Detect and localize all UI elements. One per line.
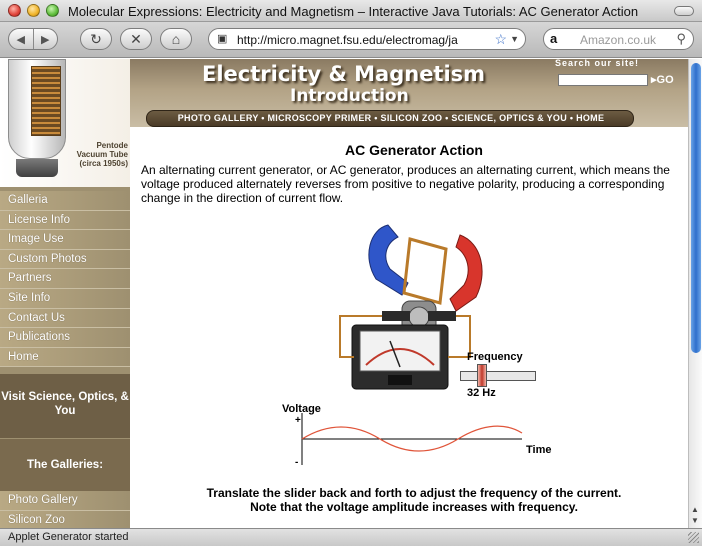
ac-generator-applet[interactable]	[270, 217, 570, 467]
sidebar-item-silicon-zoo[interactable]: Silicon Zoo	[0, 511, 130, 528]
galleries-heading: The Galleries:	[0, 439, 130, 491]
time-label: Time	[526, 444, 552, 456]
visit-science-optics-link[interactable]: Visit Science, Optics, & You	[0, 374, 130, 438]
window-titlebar	[0, 0, 702, 22]
bookmark-star-icon[interactable]: ☆	[494, 31, 507, 47]
instructions	[140, 486, 688, 514]
minimize-window-button[interactable]	[27, 4, 40, 17]
red-magnet	[450, 235, 482, 311]
banner-subtitle: Introduction	[290, 86, 409, 106]
tube-caption: Pentode Vacuum Tube (circa 1950s)	[76, 141, 128, 168]
forward-arrow-icon[interactable]: ▶	[41, 33, 50, 46]
site-search-go-button[interactable]: ▸GO	[651, 74, 674, 86]
sidebar-item-home[interactable]: Home	[0, 348, 130, 368]
tube-glass	[8, 59, 66, 159]
reload-icon: ↻	[90, 30, 102, 47]
sidebar-item-site-info[interactable]: Site Info	[0, 289, 130, 309]
voltmeter	[352, 325, 448, 389]
blue-magnet	[369, 225, 408, 295]
voltage-plus-label: +	[295, 415, 301, 426]
address-bar[interactable]	[208, 28, 526, 50]
sidebar-list	[0, 191, 130, 367]
frequency-slider-track[interactable]	[460, 371, 536, 381]
url-dropdown-icon[interactable]: ▼	[510, 34, 519, 44]
frequency-label: Frequency	[467, 351, 523, 363]
frequency-value: 32 Hz	[467, 387, 496, 399]
voltage-minus-label: -	[295, 457, 299, 468]
site-favicon-icon: ▣	[217, 33, 228, 45]
sidebar-item-galleria[interactable]: Galleria	[0, 191, 130, 211]
search-placeholder: Amazon.co.uk	[580, 33, 657, 47]
voltage-label: Voltage	[282, 403, 321, 415]
reload-button[interactable]	[80, 28, 112, 50]
frequency-slider-thumb[interactable]	[477, 364, 487, 387]
window-title: Molecular Expressions: Electricity and Magnetism – Interactive Java Tutorials: AC Generator Action	[68, 4, 639, 19]
scroll-down-arrow-icon[interactable]: ▼	[691, 516, 699, 525]
url-text[interactable]: http://micro.magnet.fsu.edu/electromag/ja	[237, 33, 458, 47]
status-text: Applet Generator started	[8, 531, 129, 543]
tube-base	[16, 159, 58, 177]
vacuum-tube-image	[0, 59, 130, 187]
sidebar-item-contact-us[interactable]: Contact Us	[0, 309, 130, 329]
scrollbar-thumb[interactable]	[691, 63, 701, 353]
sidebar-item-photo-gallery[interactable]: Photo Gallery	[0, 491, 130, 511]
stop-icon: ✕	[130, 30, 142, 47]
web-page	[0, 59, 688, 528]
zoom-window-button[interactable]	[46, 4, 59, 17]
site-menu-links[interactable]: PHOTO GALLERY • MICROSCOPY PRIMER • SILICON ZOO • SCIENCE, OPTICS & YOU • HOME	[177, 113, 605, 123]
scroll-up-arrow-icon[interactable]: ▲	[691, 505, 699, 514]
sidebar-item-license-info[interactable]: License Info	[0, 211, 130, 231]
site-search-label: Search our site!	[555, 59, 640, 68]
go-label: GO	[656, 74, 674, 86]
sidebar-nav	[0, 187, 130, 528]
home-icon: ⌂	[171, 31, 181, 47]
status-bar	[0, 528, 702, 546]
search-engine-icon[interactable]: a	[550, 31, 558, 46]
copper-coil	[404, 239, 446, 303]
vertical-scrollbar[interactable]	[688, 59, 702, 528]
sidebar-item-publications[interactable]: Publications	[0, 328, 130, 348]
close-window-button[interactable]	[8, 4, 21, 17]
search-field[interactable]	[543, 28, 694, 50]
back-arrow-icon[interactable]: ◀	[9, 29, 34, 49]
resize-grip-icon[interactable]	[688, 532, 699, 543]
gallery-list	[0, 491, 130, 528]
site-menu-bar	[146, 110, 634, 127]
instructions-line-1: Translate the slider back and forth to adjust the frequency of the current.	[206, 486, 622, 500]
back-forward-group	[8, 28, 58, 50]
browser-toolbar	[0, 22, 702, 58]
instructions-line-2: Note that the voltage amplitude increases with frequency.	[250, 500, 578, 514]
page-title: AC Generator Action	[345, 142, 483, 158]
tube-electrode	[31, 66, 61, 136]
site-search-input[interactable]	[558, 74, 648, 86]
home-button[interactable]	[160, 28, 192, 50]
intro-paragraph: An alternating current generator, or AC generator, produces an alternating current, which means the voltage produced alternately reverses from positive to negative polarity, producing a corresponding change in the direction of current flow.	[141, 163, 670, 205]
toolbar-toggle-button[interactable]	[674, 6, 694, 16]
stop-button[interactable]	[120, 28, 152, 50]
banner-title: Electricity & Magnetism	[202, 62, 486, 86]
sidebar-item-custom-photos[interactable]: Custom Photos	[0, 250, 130, 270]
magnifier-icon[interactable]: ⚲	[676, 31, 686, 46]
sidebar-item-partners[interactable]: Partners	[0, 269, 130, 289]
sidebar-item-image-use[interactable]: Image Use	[0, 230, 130, 250]
